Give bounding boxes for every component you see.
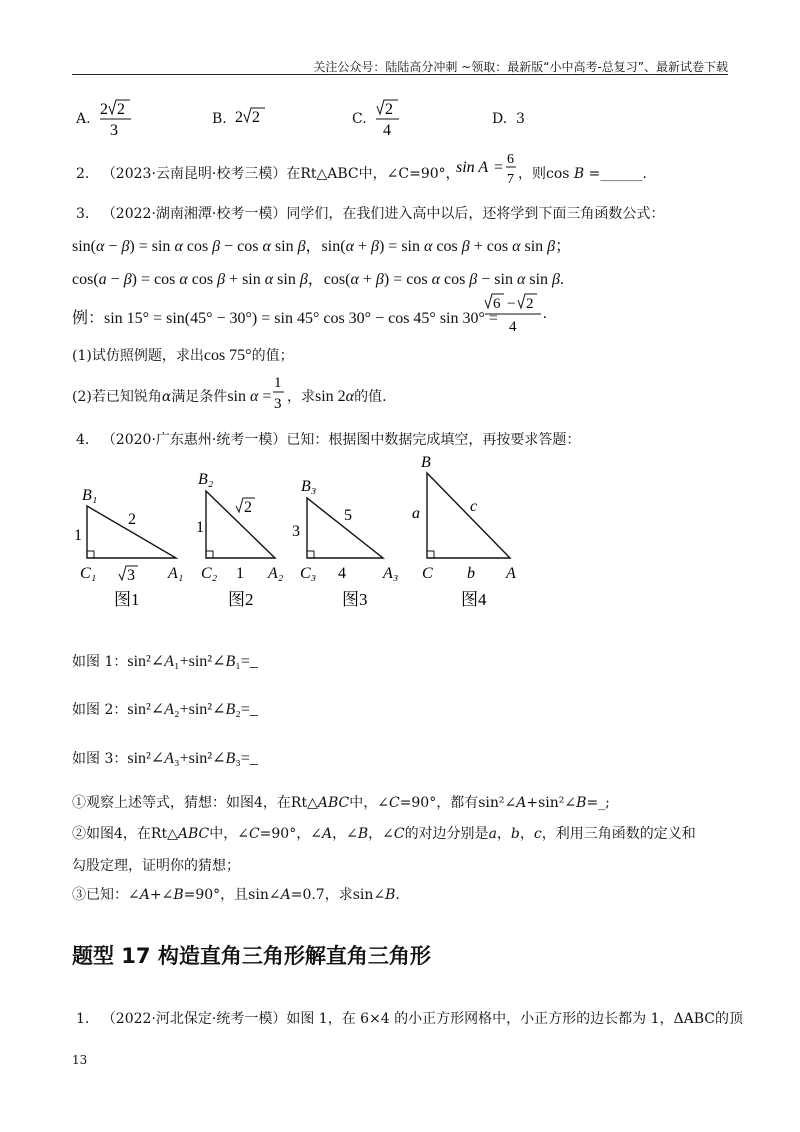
q2-sin-fraction [456, 150, 518, 194]
option-a-label: A. [76, 111, 91, 127]
q4-source: （2020·广东惠州·统考一模） [101, 432, 287, 448]
fig2-side-a: 1 [196, 519, 204, 536]
q4-fill-2: 如图 2：sin²∠A₂+sin²∠B₂=_ [72, 701, 258, 718]
q4-number: 4. [76, 432, 90, 448]
svg-text:.: . [543, 306, 547, 322]
fig4-side-a: a [412, 505, 420, 522]
q4-fill-3: 如图 3：sin²∠A₃+sin²∠B₃=_ [72, 750, 258, 767]
header-rule [72, 74, 728, 75]
fig1-vertex-b: B₁ [82, 487, 98, 504]
svg-text:6: 6 [493, 296, 501, 312]
fig4-side-c: c [470, 498, 478, 515]
page-number: 13 [72, 1053, 88, 1067]
q3-part-2-fraction [272, 373, 286, 417]
q2-stem-c: ，则cos B =______. [518, 166, 647, 182]
q5-stem: 如图 1，在 6×4 的小正方形网格中，小正方形的边长都为 1，ΔABC的顶 [286, 1011, 743, 1027]
q4-statement-2b: 勾股定理，证明你的猜想； [72, 858, 240, 874]
fig3-vertex-b: B₃ [301, 478, 317, 495]
option-d-value: 3 [516, 111, 525, 127]
fig1-vertex-a: A₁ [168, 565, 184, 582]
fig3-vertex-a: A₃ [383, 565, 399, 582]
svg-text:4: 4 [509, 319, 517, 335]
q4-line [76, 429, 580, 449]
fig4-side-b: b [467, 565, 475, 582]
q5-number: 1. [76, 1011, 90, 1027]
svg-text:2: 2 [385, 101, 393, 118]
fig2-side-c: 2 [244, 499, 252, 516]
q2-stem-a: 在Rt△ABC中，∠C=90°， [286, 166, 460, 182]
figure-1 [74, 487, 183, 609]
figure-4 [412, 454, 516, 609]
svg-text:2: 2 [252, 109, 260, 126]
fig4-vertex-a: A [506, 565, 516, 582]
fig4-caption: 图4 [461, 590, 487, 609]
fig3-caption: 图3 [342, 590, 368, 609]
fig2-caption: 图2 [228, 590, 254, 609]
fig1-side-a: 1 [74, 527, 82, 544]
q4-statement-3: ③已知：∠A+∠B=90°，且sin∠A=0.7，求sin∠B. [72, 887, 400, 903]
svg-text:2: 2 [235, 109, 243, 126]
svg-text:3: 3 [110, 122, 118, 138]
fig4-vertex-c: C [422, 565, 433, 582]
fig3-side-c: 5 [344, 507, 352, 524]
q3-source: （2022·湖南湘潭·校考一模） [101, 206, 287, 222]
q3-part-2b: ，求sin 2α的值. [287, 388, 387, 405]
option-c-value [374, 96, 402, 142]
figure-3 [292, 478, 398, 609]
q5-source: （2022·河北保定·统考一模） [101, 1011, 287, 1027]
q5-line [76, 1008, 743, 1028]
q3-part-1: (1)试仿照例题，求出cos 75°的值； [72, 347, 294, 364]
option-c-label: C. [352, 111, 367, 127]
q2-number: 2. [76, 166, 90, 182]
fig1-vertex-c: C₁ [80, 565, 97, 582]
fig2-vertex-b: B₂ [198, 471, 214, 488]
figure-2 [196, 471, 284, 609]
q3-example: 例：sin 15° = sin(45° − 30°) = sin 45° cos 30° − cos 45° sin 30° = [72, 310, 498, 327]
option-d-label: D. [492, 111, 508, 127]
fig2-vertex-a: A₂ [268, 565, 284, 582]
q3-part-2a: (2)若已知锐角α满足条件sin α = [72, 388, 272, 405]
option-b-label: B. [212, 111, 227, 127]
svg-text:sin A: sin A [456, 159, 489, 176]
fig3-vertex-c: C₃ [300, 565, 317, 582]
q4-statement-2: ②如图4，在Rt△ABC中，∠C=90°，∠A，∠B，∠C的对边分别是a，b，c，利用三角函数的定义和 [72, 826, 696, 842]
svg-text:2: 2 [117, 101, 125, 118]
section-heading: 题型 17 构造直角三角形解直角三角形 [72, 944, 431, 968]
svg-text:1: 1 [274, 375, 282, 391]
fig2-vertex-c: C₂ [201, 565, 218, 582]
fig1-side-c: 2 [128, 511, 136, 528]
option-a-value [98, 96, 134, 142]
fig4-vertex-b: B [421, 454, 431, 471]
svg-text:3: 3 [274, 396, 282, 412]
q3-example-fraction [483, 290, 553, 340]
fig3-side-b: 4 [338, 565, 346, 582]
option-b-value [234, 104, 268, 132]
q3-number: 3. [76, 206, 90, 222]
fig2-side-b: 1 [236, 565, 244, 582]
svg-text:−: − [507, 296, 516, 312]
page-header: 关注公众号：陆陆高分冲刺 ~领取：最新版“小中高考-总复习”、最新试卷下载 [313, 60, 728, 74]
q4-fill-1: 如图 1：sin²∠A₁+sin²∠B₁=_ [72, 653, 258, 670]
q4-statement-1: ①观察上述等式，猜想：如图4，在Rt△ABC中，∠C=90°，都有sin²∠A+sin²∠B=_; [72, 795, 610, 811]
triangle-figures [70, 448, 570, 618]
q4-stem: 已知：根据图中数据完成填空，再按要求答题： [286, 432, 581, 448]
fig1-side-b: 3 [127, 567, 135, 584]
svg-text:6: 6 [507, 152, 514, 167]
svg-text:2: 2 [100, 101, 108, 118]
fig3-side-a: 3 [292, 523, 300, 540]
svg-text:=: = [494, 159, 504, 176]
q2-source: （2023·云南昆明·校考三模） [101, 166, 287, 182]
svg-text:7: 7 [507, 172, 514, 187]
fig1-caption: 图1 [114, 590, 140, 609]
svg-text:2: 2 [526, 296, 534, 312]
q3-line [76, 203, 664, 223]
q3-formula-1: sin(α − β) = sin α cos β − cos α sin β，sin(α + β) = sin α cos β + cos α sin β； [72, 238, 572, 255]
q3-stem: 同学们，在我们进入高中以后，还将学到下面三角函数公式： [286, 206, 665, 222]
svg-text:4: 4 [383, 122, 391, 138]
q2-line [76, 163, 460, 183]
q3-formula-2: cos(a − β) = cos α cos β + sin α sin β，cos(α + β) = cos α cos β − sin α sin β. [72, 271, 565, 288]
